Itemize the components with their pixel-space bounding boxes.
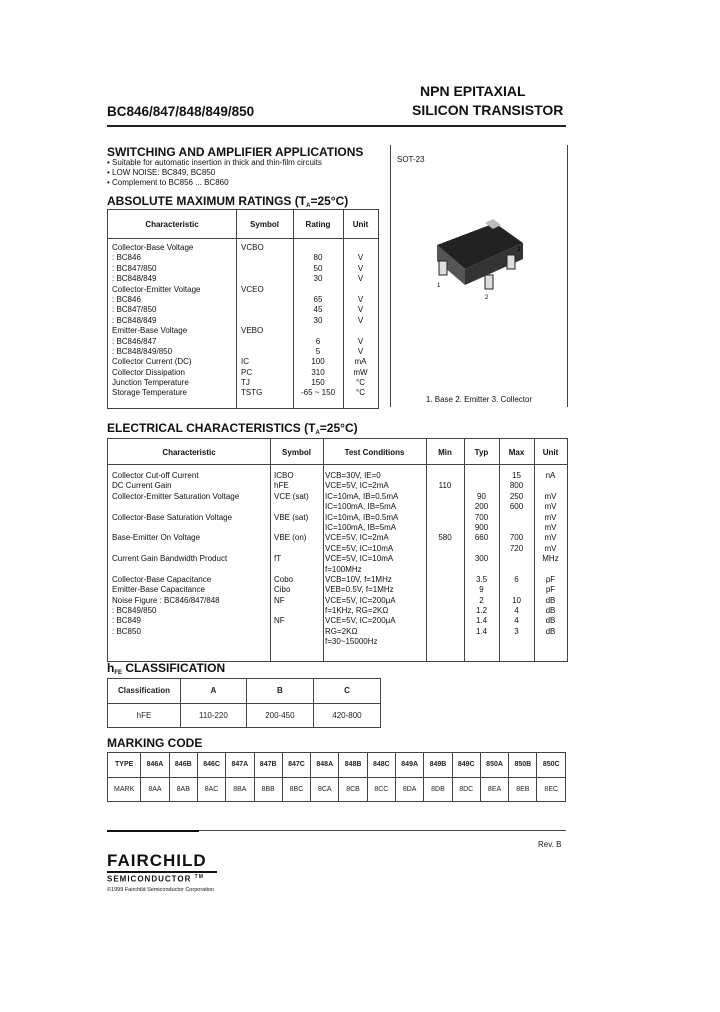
tm-mark: TM [194, 874, 204, 880]
abs-max-rating-col [293, 243, 343, 399]
table-cell: VCE=5V, IC=200μA [325, 616, 396, 626]
table-cell: : BC848/849 [112, 274, 157, 284]
footer-rule [199, 830, 566, 831]
table-cell: 3.5 [475, 574, 488, 584]
row-label: hFE [108, 703, 181, 728]
table-cell: 1.4 [475, 626, 488, 636]
table-cell: : BC847/850 [112, 305, 157, 315]
table-cell: VCE=5V, IC=10mA [325, 554, 394, 564]
table-cell: 850C [537, 753, 566, 778]
table-cell: 6 [514, 574, 519, 584]
table-cell: VEBO [241, 326, 264, 336]
table-cell: : BC848/849 [112, 315, 157, 325]
table-cell: 848B [339, 753, 367, 778]
table-cell: dB [545, 616, 556, 626]
electrical-min-col [426, 471, 464, 648]
footer-rule-short [107, 830, 199, 832]
table-cell: 200 [474, 502, 489, 512]
table-cell: NF [274, 616, 285, 626]
table-cell [426, 627, 464, 637]
table-cell: VCE=5V, IC=2mA [325, 481, 389, 491]
table-cell: 8BC [282, 777, 310, 802]
table-cell: Current Gain Bandwidth Product [112, 554, 228, 564]
table-row [108, 703, 381, 728]
col-header: Unit [352, 220, 369, 229]
list-item: • Complement to BC856 ... BC860 [107, 178, 322, 188]
table-cell [274, 523, 309, 533]
table-cell: 300 [474, 554, 489, 564]
table-cell: 15 [512, 471, 521, 480]
table-cell [426, 585, 464, 595]
table-cell: mV [544, 491, 557, 501]
table-cell [274, 502, 309, 512]
table-cell: 9 [479, 585, 484, 595]
fairchild-sub [107, 874, 204, 884]
table-cell [241, 305, 264, 315]
table-cell: Cibo [274, 585, 291, 595]
table-cell: mV [544, 533, 557, 543]
table-cell [426, 596, 464, 606]
table-cell: 8AC [197, 777, 225, 802]
electrical-conditions-col [325, 471, 398, 648]
table-cell: Collector Cut-off Current [112, 471, 199, 480]
table-cell: V [357, 294, 364, 304]
abs-max-title-text: ABSOLUTE MAXIMUM RATINGS (T [107, 194, 307, 208]
table-cell [464, 637, 499, 647]
col-header: C [313, 679, 380, 704]
table-cell: 8EC [537, 777, 566, 802]
table-cell: TJ [241, 378, 250, 388]
hfe-title-h: h [107, 661, 115, 675]
electrical-typ-col [464, 471, 499, 648]
table-cell: pF [545, 585, 556, 595]
abs-max-symbol-col [241, 243, 264, 399]
col-header: Test Conditions [344, 448, 405, 457]
col-header: Min [438, 448, 452, 457]
table-cell: 8BB [254, 777, 282, 802]
table-cell: Base-Emitter On Voltage [112, 533, 201, 543]
table-cell: 80 [313, 253, 323, 263]
marking-title: MARKING CODE [107, 736, 203, 750]
table-cell: pF [545, 574, 556, 584]
table-cell: Cobo [274, 574, 294, 584]
abs-max-title-end: =25°C) [310, 194, 349, 208]
table-cell: IC [241, 357, 249, 367]
table-cell [464, 471, 499, 481]
table-cell: dB [545, 595, 556, 605]
table-cell: mA [354, 357, 367, 367]
table-cell: hFE [274, 481, 289, 491]
table-cell: Collector-Base Voltage [112, 243, 194, 252]
table-cell: 846B [169, 753, 197, 778]
table-cell: nA [545, 471, 556, 480]
transistor-type [412, 82, 564, 120]
table-cell: Noise Figure : BC846/847/848 [112, 595, 220, 605]
electrical-title-sub: A [315, 430, 320, 436]
table-cell: 800 [509, 481, 524, 491]
table-cell: : BC848/849/850 [112, 346, 173, 356]
table-cell: 8EB [509, 777, 537, 802]
table-cell: VCEO [241, 284, 264, 294]
table-cell: VEB=0.5V, f=1MHz [325, 585, 394, 595]
electrical-title-end: =25°C) [319, 421, 358, 435]
table-cell: f=1KHz, RG=2KΩ [325, 606, 389, 616]
table-cell: 50 [313, 263, 323, 273]
table-cell [293, 326, 343, 336]
table-cell: 45 [313, 305, 323, 315]
table-cell: IC=10mA, IB=0.5mA [325, 491, 399, 501]
abs-max-unit-col [343, 243, 378, 399]
table-cell: °C [356, 378, 365, 388]
table-cell [426, 637, 464, 647]
table-cell [464, 481, 499, 491]
electrical-max-col [499, 471, 534, 648]
table-cell: 1.2 [475, 606, 488, 616]
table-cell: dB [545, 626, 556, 636]
sot23-package-icon [427, 213, 537, 313]
table-cell: 30 [313, 274, 323, 284]
electrical-title-text: ELECTRICAL CHARACTERISTICS (T [107, 421, 316, 435]
table-cell: 849C [452, 753, 480, 778]
table-cell: VCBO [241, 243, 264, 252]
table-cell: NF [274, 595, 285, 605]
table-cell: 8CA [311, 777, 339, 802]
table-cell: 2 [479, 595, 484, 605]
table-cell: 30 [313, 315, 323, 325]
table-cell [426, 616, 464, 626]
table-cell: 65 [313, 294, 323, 304]
table-cell [534, 637, 567, 647]
fairchild-logo: FAIRCHILD [107, 851, 207, 870]
hfe-table [107, 678, 381, 728]
table-cell [241, 316, 264, 326]
table-cell: 600 [509, 502, 524, 512]
electrical-symbol-col [274, 471, 309, 648]
table-cell: V [357, 253, 364, 263]
table-cell [274, 627, 309, 637]
table-cell: 5 [315, 346, 321, 356]
abs-max-title-sub: A [306, 203, 311, 209]
table-cell [426, 513, 464, 523]
table-cell: 847C [282, 753, 310, 778]
applications-title: SWITCHING AND AMPLIFIER APPLICATIONS [107, 145, 364, 159]
table-cell [112, 565, 239, 575]
table-cell: -65 ~ 150 [300, 388, 336, 398]
applications-list [107, 158, 322, 188]
table-cell: 849A [396, 753, 424, 778]
table-cell: 8DB [424, 777, 452, 802]
col-header: Typ [474, 448, 489, 457]
table-cell: VBE (sat) [274, 512, 309, 522]
table-cell [112, 544, 239, 554]
table-cell: VCE=5V, IC=10mA [325, 543, 394, 553]
abs-max-title [107, 194, 348, 209]
table-cell: mV [544, 512, 557, 522]
table-cell [499, 523, 534, 533]
table-cell: 850A [480, 753, 508, 778]
table-cell [343, 243, 378, 253]
col-header: A [181, 679, 247, 704]
table-cell [241, 337, 264, 347]
table-cell: 6 [315, 336, 321, 346]
table-cell [274, 637, 309, 647]
table-cell [464, 565, 499, 575]
table-cell: DC Current Gain [112, 481, 172, 491]
table-cell: f=100MHz [325, 564, 362, 574]
table-cell: dB [545, 606, 556, 616]
table-row [108, 753, 566, 778]
table-cell: 8AA [141, 777, 169, 802]
table-cell [499, 585, 534, 595]
table-cell: Emitter-Base Voltage [112, 326, 188, 336]
table-cell: ICBO [274, 471, 294, 480]
col-header: Unit [542, 448, 559, 457]
table-cell: 850B [509, 753, 537, 778]
table-cell: 720 [509, 543, 524, 553]
table-cell [426, 606, 464, 616]
table-cell: 580 [438, 533, 452, 543]
table-cell: Collector-Emitter Voltage [112, 284, 201, 294]
table-cell: V [357, 274, 364, 284]
table-row [108, 777, 566, 802]
table-cell: 848A [311, 753, 339, 778]
table-cell [426, 492, 464, 502]
table-cell: 110 [438, 481, 452, 491]
table-cell [112, 523, 239, 533]
table-cell [499, 637, 534, 647]
table-cell: 8DA [396, 777, 424, 802]
table-cell: Storage Temperature [112, 388, 188, 398]
table-cell: f=30~15000Hz [325, 637, 378, 647]
table-cell: Collector-Base Capacitance [112, 574, 212, 584]
table-cell: : BC849 [112, 616, 141, 626]
col-header: B [246, 679, 313, 704]
pin-number: 3 [517, 247, 521, 253]
electrical-table [107, 438, 568, 662]
table-cell: V [357, 315, 364, 325]
table-cell: VCB=30V, IE=0 [325, 471, 381, 480]
table-cell: IC=100mA, IB=5mA [325, 502, 397, 512]
table-cell: Collector Dissipation [112, 367, 185, 377]
table-cell [426, 565, 464, 575]
table-cell: °C [356, 388, 365, 398]
table-cell: TSTG [241, 388, 263, 398]
col-header: Symbol [250, 220, 279, 229]
table-cell: 848C [367, 753, 395, 778]
table-cell [426, 523, 464, 533]
table-cell [241, 253, 264, 263]
hfe-title [107, 661, 225, 676]
col-header: Max [508, 448, 525, 457]
table-cell: 110-220 [181, 703, 247, 728]
table-cell: : BC850 [112, 626, 141, 636]
table-cell: mV [544, 522, 557, 532]
table-cell: 4 [514, 616, 519, 626]
table-cell: IC=100mA, IB=5mA [325, 522, 397, 532]
pin-number: 1 [437, 283, 441, 289]
table-cell: 10 [512, 595, 521, 605]
table-cell: Emitter-Base Capacitance [112, 585, 205, 595]
col-header: Symbol [282, 448, 311, 457]
table-cell: Collector-Base Saturation Voltage [112, 512, 233, 522]
hfe-title-rest: CLASSIFICATION [122, 661, 226, 675]
table-cell: : BC849/850 [112, 606, 157, 616]
col-header: Classification [108, 679, 181, 704]
table-cell [534, 565, 567, 575]
table-cell [426, 544, 464, 554]
table-cell: : BC847/850 [112, 263, 157, 273]
table-cell [274, 606, 309, 616]
table-cell: 420-800 [313, 703, 380, 728]
table-divider [236, 210, 237, 408]
table-cell: VCE (sat) [274, 491, 309, 501]
type-line-1: NPN EPITAXIAL [420, 83, 526, 99]
table-cell: 700 [509, 533, 524, 543]
part-number: BC846/847/848/849/850 [107, 104, 255, 119]
table-cell: : BC846 [112, 294, 141, 304]
table-cell: 310 [311, 367, 325, 377]
table-cell: 3 [514, 626, 519, 636]
electrical-unit-col [534, 471, 567, 648]
table-cell [343, 285, 378, 295]
table-cell: V [357, 263, 364, 273]
table-cell: mW [353, 367, 368, 377]
table-cell: V [357, 336, 364, 346]
table-cell [426, 502, 464, 512]
table-cell [534, 481, 567, 491]
table-cell [426, 575, 464, 585]
list-item: • LOW NOISE: BC849, BC850 [107, 168, 322, 178]
table-cell: VCB=10V, f=1MHz [325, 574, 392, 584]
table-cell [274, 565, 309, 575]
table-cell: IC=10mA, IB=0.5mA [325, 512, 399, 522]
table-cell [464, 544, 499, 554]
table-cell [426, 554, 464, 564]
table-cell: Collector-Emitter Saturation Voltage [112, 491, 240, 501]
table-cell: 847B [254, 753, 282, 778]
pin-number: 2 [485, 295, 489, 301]
table-cell: 847A [226, 753, 254, 778]
table-cell [499, 554, 534, 564]
table-cell: 8DC [452, 777, 480, 802]
table-cell: 846A [141, 753, 169, 778]
table-cell: 4 [514, 606, 519, 616]
table-cell [241, 347, 264, 357]
table-cell: 900 [474, 522, 489, 532]
table-cell: 8CB [339, 777, 367, 802]
table-cell: MARK [108, 777, 141, 802]
table-cell: 849B [424, 753, 452, 778]
col-header: Characteristic [162, 448, 216, 457]
table-cell [293, 243, 343, 253]
logo-rule [107, 871, 217, 873]
table-cell: : BC846 [112, 253, 141, 263]
table-cell: PC [241, 367, 253, 377]
list-item: • Suitable for automatic insertion in thick and thin-film circuits [107, 158, 322, 168]
table-cell: RG=2KΩ [325, 626, 358, 636]
table-cell: VCE=5V, IC=2mA [325, 533, 389, 543]
table-cell [241, 274, 264, 284]
table-cell [343, 326, 378, 336]
table-cell: 250 [509, 491, 524, 501]
table-cell [241, 295, 264, 305]
table-cell: TYPE [108, 753, 141, 778]
hfe-title-sub: FE [114, 670, 123, 676]
table-cell: VCE=5V, IC=200μA [325, 595, 396, 605]
table-cell: 100 [311, 357, 325, 367]
table-divider [270, 439, 271, 661]
table-cell: fT [274, 554, 282, 564]
table-cell [112, 502, 239, 512]
type-line-2: SILICON TRANSISTOR [412, 102, 564, 118]
table-cell: 150 [311, 378, 325, 388]
table-cell: 700 [474, 512, 489, 522]
table-cell: V [357, 346, 364, 356]
table-cell: 1.4 [475, 616, 488, 626]
table-cell [499, 513, 534, 523]
pin-caption: 1. Base 2. Emitter 3. Collector [425, 395, 533, 404]
table-cell: Junction Temperature [112, 378, 189, 388]
electrical-title [107, 421, 358, 436]
table-cell: 660 [474, 533, 489, 543]
table-cell: mV [544, 502, 557, 512]
table-cell [274, 544, 309, 554]
table-cell: Collector Current (DC) [112, 357, 192, 367]
electrical-characteristic-col [112, 471, 239, 648]
table-cell: 8AB [169, 777, 197, 802]
table-cell [499, 565, 534, 575]
table-cell: MHz [542, 554, 559, 564]
abs-max-table [107, 209, 379, 409]
col-header: Characteristic [145, 220, 199, 229]
marking-table [107, 752, 566, 802]
package-box [390, 145, 568, 407]
table-divider [108, 238, 378, 239]
table-cell [112, 637, 239, 647]
abs-max-characteristic-col [112, 243, 200, 399]
table-cell: 846C [197, 753, 225, 778]
package-label: SOT-23 [397, 155, 425, 164]
header-rule [107, 125, 566, 127]
table-cell [241, 264, 264, 274]
table-cell: VBE (on) [274, 533, 307, 543]
brand-sub-text: SEMICONDUCTOR [107, 874, 192, 884]
table-cell: 8EA [480, 777, 508, 802]
col-header: Rating [305, 220, 331, 229]
revision: Rev. B [538, 840, 562, 849]
table-cell: V [357, 305, 364, 315]
copyright: ©1999 Fairchild Semiconductor Corporation [107, 887, 215, 893]
table-row [108, 679, 381, 704]
table-divider [323, 439, 324, 661]
table-cell: 90 [477, 491, 486, 501]
table-cell [426, 471, 464, 481]
table-cell: : BC846/847 [112, 336, 157, 346]
table-cell: mV [544, 543, 557, 553]
table-cell: 8CC [367, 777, 395, 802]
table-cell [293, 285, 343, 295]
table-cell: 8BA [226, 777, 254, 802]
table-cell: 200-450 [246, 703, 313, 728]
